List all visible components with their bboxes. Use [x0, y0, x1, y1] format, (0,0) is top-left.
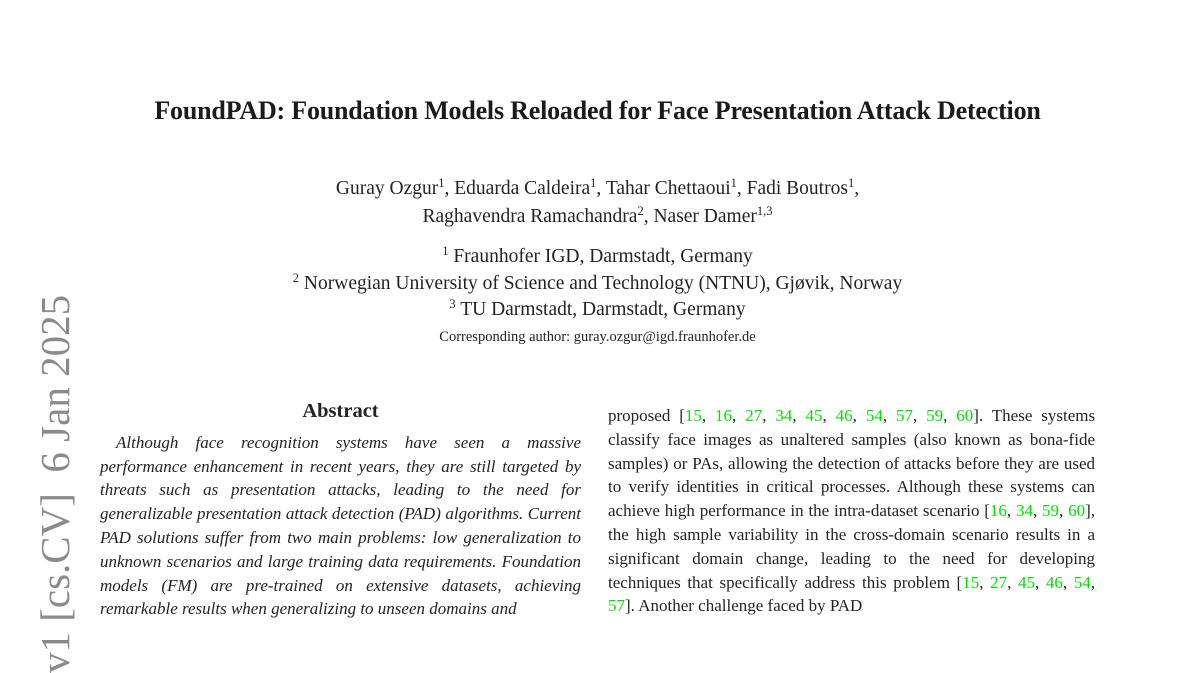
citation-link[interactable]: 59: [1042, 501, 1060, 521]
affiliation-ref: 1: [438, 176, 445, 190]
citation-link[interactable]: 60: [1068, 501, 1086, 521]
author-list: [100, 175, 1095, 231]
citation-link[interactable]: 16: [715, 406, 733, 425]
citation-link[interactable]: 27: [990, 572, 1008, 592]
citation-link[interactable]: 59: [926, 406, 944, 425]
author-name: Eduarda Caldeira: [454, 178, 591, 199]
abstract-heading: Abstract: [302, 400, 379, 422]
intro-paragraph: proposed [15, 16, 27, 34, 45, 46, 54, 57, 59, 60]. These systems classify face images as unaltered samples (also known as bona-fide samples) or PAs, allowing the detection of attacks before they are used to verify identities in critical processes. Although these systems can achieve high performance in the intra-dataset scenario [16, 34, 59, 60], the high sample variability in the cross-domain scenario results in a significant domain change, leading to the need for developing techniques that specifically address this problem [15, 27, 45, 46, 54, 57]. Another challenge faced by PAD: [608, 406, 1096, 616]
affiliation-ref: 1: [442, 244, 449, 258]
affiliation-list: [100, 244, 1095, 324]
citation-link[interactable]: 60: [956, 406, 974, 425]
citation-link[interactable]: 15: [684, 406, 702, 425]
affiliation: $^1$ Fraunhofer IGD, Darmstadt, Germany: [442, 244, 753, 267]
affiliation-ref: 1,3: [756, 204, 773, 218]
author-name: Raghavendra Ramachandra: [422, 206, 638, 227]
affiliation-ref: 2: [292, 270, 300, 285]
citation-link[interactable]: 15: [962, 572, 980, 592]
abstract-column: [100, 400, 581, 621]
intro-column: [608, 404, 1095, 618]
author-line-1: Guray Ozgur$^1$, Eduarda Caldeira$^1$, Tahar Chettaoui$^1$, Fadi Boutros$^1$,: [335, 176, 860, 199]
affiliation-ref: 3: [449, 297, 456, 311]
affiliation-ref: 1: [590, 176, 597, 190]
affiliation-ref: 1: [847, 176, 855, 190]
citation-link[interactable]: 57: [895, 406, 913, 425]
author-name: Naser Damer: [653, 206, 757, 227]
citation-link[interactable]: 46: [1045, 572, 1063, 592]
affiliation-ref: 2: [637, 204, 644, 218]
affiliation-ref: 1: [730, 176, 737, 190]
abstract-text: Although face recognition systems have seen a massive performance enhancement in recent years, they are still targeted by threats such as presentation attacks, leading to the need for generalizable presentation attack detection (PAD) algorithms. Current PAD solutions suffer from two main problems: low generalization to unknown scenarios and large training data requirements. Foundation models (FM) are pre-trained on extensive datasets, achieving remarkable results when generalizing to unseen domains and: [100, 432, 581, 619]
citation-link[interactable]: 27: [745, 406, 763, 425]
citation-link[interactable]: 34: [775, 406, 793, 425]
citation-link[interactable]: 54: [1073, 572, 1091, 592]
paper-title: FoundPAD: Foundation Models Reloaded for Face Presentation Attack Detection: [154, 96, 1041, 125]
author-name: Tahar Chettaoui: [605, 178, 731, 199]
author-name: Fadi Boutros: [746, 178, 848, 199]
citation-link[interactable]: 54: [865, 406, 883, 425]
author-line-2: Raghavendra Ramachandra$^2$, Naser Damer$^{1,3}$: [422, 204, 773, 227]
arxiv-watermark: v1 [cs.CV] 6 Jan 2025: [32, 294, 78, 673]
citation-link[interactable]: 34: [1015, 501, 1033, 521]
affiliation: $^2$ Norwegian University of Science and Technology (NTNU), Gjøvik, Norway: [292, 270, 903, 294]
corresponding-author: Corresponding author: guray.ozgur@igd.fraunhofer.de: [439, 329, 756, 345]
citation-link[interactable]: 45: [805, 406, 823, 425]
author-name: Guray Ozgur: [335, 178, 439, 199]
citation-link[interactable]: 46: [835, 406, 853, 425]
citation-link[interactable]: 57: [608, 596, 625, 616]
affiliation: $^3$ TU Darmstadt, Darmstadt, Germany: [449, 297, 746, 320]
citation-link[interactable]: 16: [989, 501, 1007, 521]
citation-link[interactable]: 45: [1018, 572, 1035, 592]
